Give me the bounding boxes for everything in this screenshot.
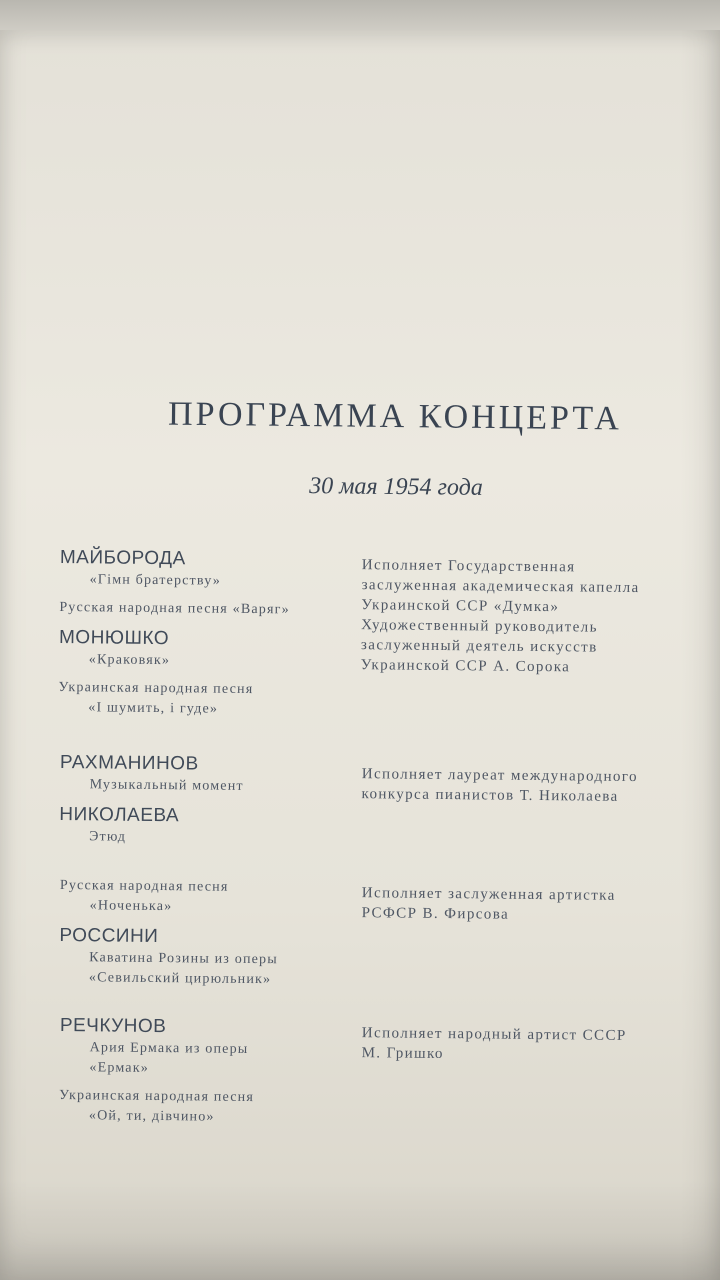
work-title: «Ноченька» xyxy=(89,898,173,915)
composer-name: РАХМАНИНОВ xyxy=(59,751,199,775)
piece-item xyxy=(60,751,350,798)
program-title: ПРОГРАММА КОНЦЕРТА xyxy=(167,395,623,438)
folk-song: Русская народная песня «Варяг» xyxy=(59,599,290,618)
piece-item xyxy=(59,1086,349,1129)
performer-line: Исполняет Государственная xyxy=(361,557,576,576)
work-title: Ария Ермака из оперы xyxy=(89,1040,249,1057)
performer-line: РСФСР В. Фирсова xyxy=(361,905,510,923)
piece-item xyxy=(58,678,348,721)
work-title: Музыкальный момент xyxy=(89,777,244,794)
work-title: «Ой, ти, дівчино» xyxy=(88,1108,215,1125)
pieces-list xyxy=(59,1014,350,1137)
piece-item xyxy=(59,1014,350,1081)
piece-item xyxy=(60,546,350,593)
folk-song: Украинская народная песня xyxy=(59,1087,255,1106)
performer-line: Исполняет лауреат международного xyxy=(361,766,638,786)
performer-line: Исполняет народный артист СССР xyxy=(361,1025,627,1044)
piece-item xyxy=(60,876,350,919)
performer-line: заслуженная академическая капелла xyxy=(361,577,640,597)
performer-line: М. Гришко xyxy=(361,1045,444,1063)
work-title: «І шумить, і гуде» xyxy=(88,700,219,717)
pieces-list xyxy=(58,546,350,729)
composer-name: МАЙБОРОДА xyxy=(59,546,186,570)
page-bottom-shadow xyxy=(0,1180,720,1280)
performer-line: конкурса пианистов Т. Николаева xyxy=(361,786,619,805)
work-title: Каватина Розины из оперы xyxy=(89,950,278,968)
work-title: «Краковяк» xyxy=(88,652,171,669)
piece-item xyxy=(59,626,349,673)
work-title: «Ермак» xyxy=(89,1060,150,1076)
performer-line: Художественный руководитель xyxy=(361,617,598,636)
performer-line: Украинской ССР «Думка» xyxy=(361,597,560,616)
performer-info xyxy=(361,764,691,807)
composer-name: МОНЮШКО xyxy=(58,626,170,650)
performer-info xyxy=(361,555,692,678)
piece-item xyxy=(59,598,349,621)
work-title: «Гімн братерству» xyxy=(89,572,222,589)
program-section-3 xyxy=(59,876,700,993)
program-section-1 xyxy=(58,546,700,733)
piece-item xyxy=(59,803,349,850)
composer-name: РЕЧКУНОВ xyxy=(59,1014,167,1038)
work-title: «Севильский цирюльник» xyxy=(88,970,272,988)
composer-name: РОССИНИ xyxy=(59,924,159,948)
concert-date: 30 мая 1954 года xyxy=(309,473,483,501)
folk-song: Украинская народная песня xyxy=(58,679,254,698)
program-section-4 xyxy=(59,1014,700,1141)
pieces-list xyxy=(59,876,350,999)
piece-item xyxy=(59,924,350,991)
performer-line: Украинской ССР А. Сорока xyxy=(360,657,571,676)
work-title: Этюд xyxy=(89,829,127,845)
folk-song: Русская народная песня xyxy=(59,877,229,895)
composer-name: НИКОЛАЕВА xyxy=(59,803,180,827)
program-section-2 xyxy=(59,751,700,858)
pieces-list xyxy=(59,751,350,858)
performer-line: Исполняет заслуженная артистка xyxy=(361,885,616,904)
performer-info xyxy=(362,1023,692,1066)
performer-info xyxy=(362,883,692,926)
performer-line: заслуженный деятель искусств xyxy=(360,637,598,656)
